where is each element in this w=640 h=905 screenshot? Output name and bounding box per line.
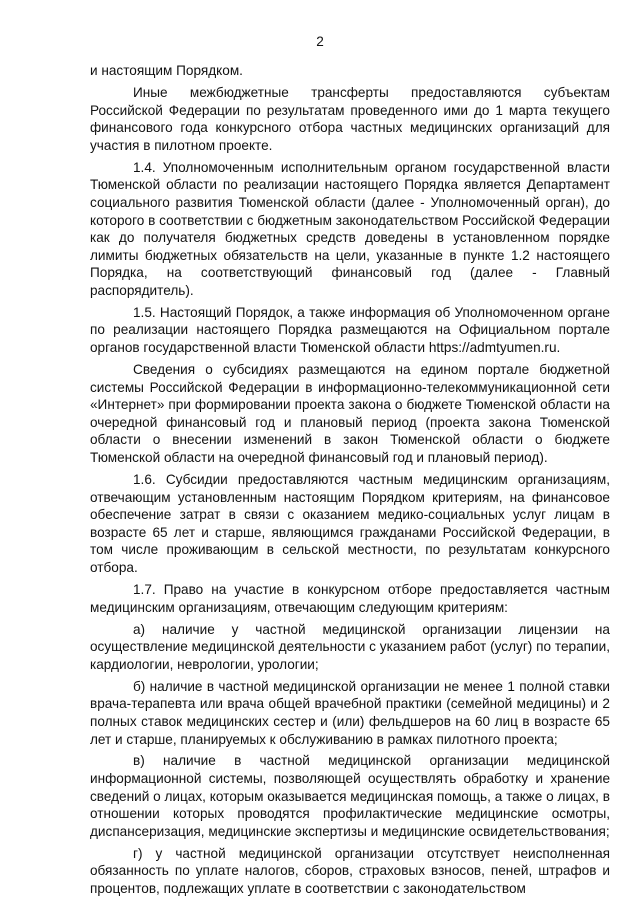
page-number: 2: [316, 34, 324, 49]
document-body: [90, 62, 610, 898]
paragraph-1-6: 1.6. Субсидии предоставляются частным медицинским организациям, отвечающим установленным настоящим Порядком критериям, на финансовое обеспечение затрат в связи с оказанием медико-социальных услуг лицам в возрасте 65 лет и старше, являющимся гражданами Российской Федерации, в том числе проживающим в сельской местности, по результатам конкурсного отбора.: [90, 472, 610, 575]
criterion-a: а) наличие у частной медицинской организации лицензии на осуществление медицинской деятельности с указанием работ (услуг) по терапии, кардиологии, неврологии, урологии;: [90, 621, 610, 672]
criterion-g: г) у частной медицинской организации отсутствует неисполненная обязанность по уплате налогов, сборов, страховых взносов, пеней, штрафов и процентов, подлежащих уплате в соответствии с законодательством: [90, 845, 610, 897]
criterion-v: в) наличие в частной медицинской организации медицинской информационной системы, позволяющей осуществлять обработку и хранение сведений о лицах, которым оказывается медицинская помощь, а также о лицах, в отношении которых проводятся профилактические медицинские осмотры, диспансеризация, медицинские экспертизы и медицинские освидетельствования;: [90, 753, 610, 839]
paragraph-continuation: и настоящим Порядком.: [90, 63, 243, 78]
paragraph-subsidy-info: Сведения о субсидиях размещаются на едином портале бюджетной системы Российской Федерации в информационно-телекоммуникационной сети «Интернет» при формировании проекта закона о бюджете Тюменской области на очередной финансовый год и плановый период (проекта закона Тюменской области о внесении изменений в закон Тюменской области о бюджете Тюменской области на очередной финансовый год и плановый период).: [90, 362, 610, 466]
paragraph-1-5: 1.5. Настоящий Порядок, а также информация об Уполномоченном органе по реализации настоящего Порядка размещаются на Официальном портале органов государственной власти Тюменской области https://admtyumen.ru.: [90, 304, 610, 356]
criterion-b: б) наличие в частной медицинской организации не менее 1 полной ставки врача-терапевта или врача общей врачебной практики (семейной медицины) и 2 полных ставок медицинских сестер и (или) фельдшеров на 60 лиц в возрасте 65 лет и старше, планируемых к обслуживанию в рамках пилотного проекта;: [90, 678, 610, 747]
paragraph-1-7: 1.7. Право на участие в конкурсном отборе предоставляется частным медицинским организациям, отвечающим следующим критериям:: [90, 581, 610, 615]
paragraph-1-4: 1.4. Уполномоченным исполнительным органом государственной власти Тюменской области по реализации настоящего Порядка является Департамент социального развития Тюменской области (далее - Уполномоченный орган), до которого в соответствии с бюджетным законодательством Российской Федерации как до получателя бюджетных средств доведены в установленном порядке лимиты бюджетных обязательств на цели, указанные в пункте 1.2 настоящего Порядка, на соответствующий финансовый год (далее - Главный распорядитель).: [90, 159, 610, 298]
paragraph-transfers: Иные межбюджетные трансферты предоставляются субъектам Российской Федерации по результатам проведенного ими до 1 марта текущего финансового года конкурсного отбора частных медицинских организаций для участия в пилотном проекте.: [90, 84, 610, 153]
